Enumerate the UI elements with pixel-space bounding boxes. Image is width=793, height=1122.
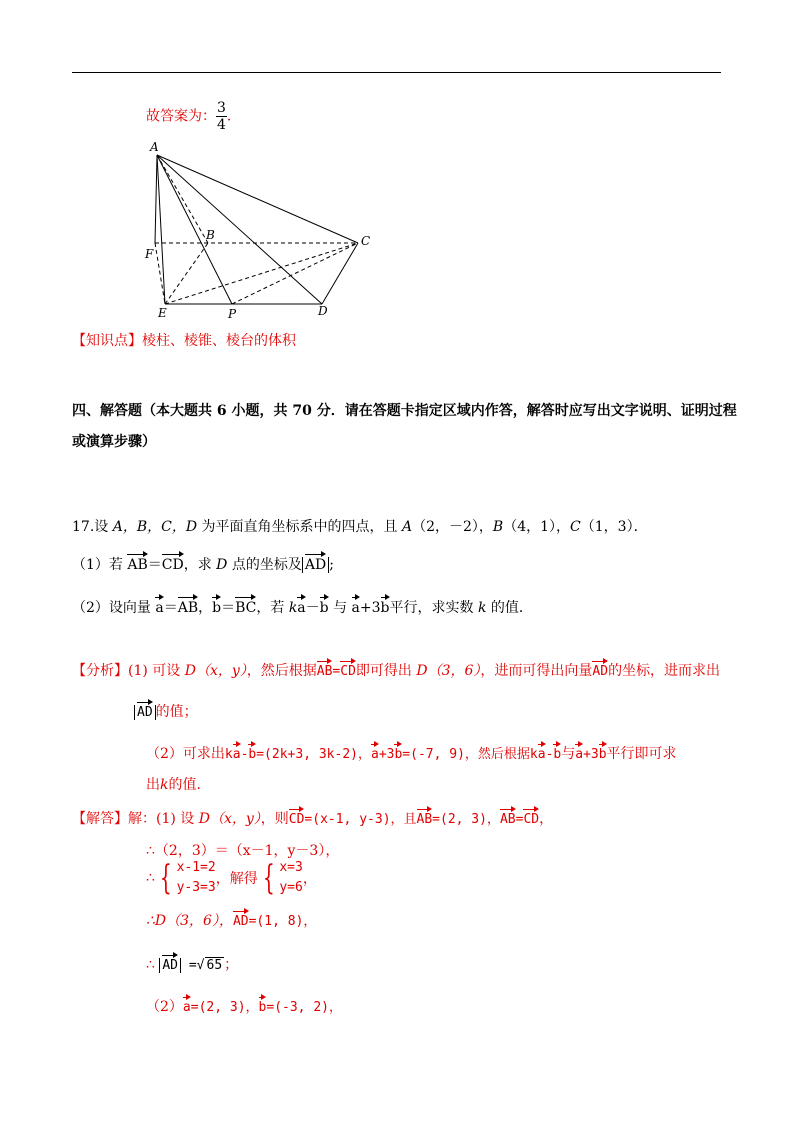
left-brace: { [159,858,172,898]
solution-math: =(x-1, y-3)，且 [304,812,417,827]
equals-sign: ＝ [147,557,162,573]
vector-AD: AD [305,553,326,572]
answer-fraction [216,100,227,133]
vector-a: a [155,596,163,615]
analysis-text: （2）可求出 [146,746,225,762]
vector-b: b [248,743,256,761]
result-x: x=3 [279,860,303,875]
fraction-denominator: 4 [217,117,226,133]
section-header-line1: 四、解答题（本大题共 6 小题，共 70 分．请在答题卡指定区域内作答，解答时应写出文字说明、证明过程 [72,403,737,419]
vector-b: b [394,743,402,761]
dashed-AB [157,155,208,243]
analysis-tag: 【分析】 [72,663,128,679]
solution-text: （2） [146,999,183,1015]
point-C: C [570,519,581,535]
solution-system [146,858,317,898]
vector-a: a [575,743,583,761]
point-D: D [216,557,228,573]
analysis-text: 的值． [168,777,211,793]
edge-AC [157,155,358,243]
vector-AB: AB [127,553,147,572]
point-A: A [401,519,413,535]
analysis-math: =(2k+3, 3k-2)， [256,747,371,762]
vector-AB: AB [417,808,433,826]
equals-sign: = [515,812,524,827]
q2-text: ，若 [256,600,289,616]
solution-math: =(2, 3)， [190,1000,259,1015]
analysis-math: =(-7, 9)，然后根据 [402,747,530,762]
equation-system [177,858,216,898]
result-y: y=6 [279,880,303,895]
problem-part1 [72,553,334,574]
scalar-k: k [224,747,233,762]
vector-AB: AB [317,660,333,678]
analysis-text: 的值； [155,704,198,720]
vector-b: b [553,743,561,761]
vector-CD: CD [340,660,356,678]
vector-AD: AD [592,660,608,678]
vector-AD: AD [137,701,153,719]
equals-sign: = [181,958,197,973]
point-D-value: ∴D（3，6）， [146,913,233,929]
problem-part2 [72,596,533,617]
q1-text: ，求 [183,557,217,573]
analysis-math: +3 [378,747,395,762]
dashed-PC [232,243,358,304]
solution-math: =(2, 3)， [432,812,500,827]
vector-CD: CD [523,808,539,826]
knowledge-text: 棱柱、棱锥、棱台的体积 [142,333,296,349]
analysis-line3: （2）可求出ka-b=(2k+3, 3k-2)，a+3b=(-7, 9)，然后根据ka-b与a+3b平行即可求 [146,743,677,763]
left-brace: { [262,858,275,898]
problem-stem [72,516,648,536]
label-P: P [228,307,237,320]
edge-AP [157,155,232,304]
vector-a: a [371,743,379,761]
q2-text: 平行，求实数 [389,600,478,616]
vector-b: b [320,596,329,615]
analysis-text: 与 [561,746,576,762]
analysis-text: (1) 可设 [128,663,185,679]
comma: ， [302,871,317,887]
vector-a: a [183,996,191,1014]
scalar-k: k [288,600,298,616]
vector-b: b [599,743,607,761]
solution-text: ，解得 [215,871,258,887]
point-C-value: （1，3）． [580,519,648,535]
analysis-line2 [134,701,198,721]
solution-text: 解：(1) 设 [128,811,199,827]
q2-text: 的值． [486,600,533,616]
label-C: C [361,234,371,248]
analysis-line4 [146,774,210,794]
point-D-xy: D（x，y） [184,663,247,679]
vector-AD: AD [233,910,249,928]
equation-1: x-1=2 [176,860,216,875]
result-system [279,858,302,898]
analysis-text: 的坐标，进而求出 [608,663,721,679]
section-header-line2: 或演算步骤） [72,434,156,450]
knowledge-tag: 【知识点】 [72,333,142,349]
edge-AD [157,155,322,304]
vector-AB: AB [178,596,198,615]
vector-a: a [352,596,360,615]
equals-sign: = [332,664,341,679]
abs-AD [134,705,156,720]
scalar-k: k [477,600,487,616]
scalar-k: k [160,777,169,793]
analysis-line1 [72,660,720,680]
edge-AF [155,155,157,243]
fraction-numerator: 3 [217,100,226,116]
point-B-value: （4，1）， [503,519,571,535]
solution-line4 [146,910,316,930]
vector-a: a [297,596,305,615]
analysis-math: +3 [583,747,599,762]
q2-text: 与 [328,600,352,616]
vector-b: b [212,596,221,615]
sqrt-icon: √ [196,958,205,973]
abs-AD [159,958,181,973]
plus-three: +3 [359,600,381,616]
point-D-xy: D（x，y） [198,811,261,827]
comma: ， [198,600,213,616]
solution-line1 [72,808,553,828]
analysis-text: ，然后根据 [246,663,317,679]
analysis-text: 平行即可求 [606,746,677,762]
solution-line2: ∴（2，3）＝（x－1，y－3）， [146,843,340,859]
abs-AD [302,557,329,573]
answer-suffix: . [226,108,232,125]
q1-text: （1）若 [72,557,128,573]
pyramid-figure [140,138,380,320]
vector-AB: AB [500,808,516,826]
stem-text: 17.设 [72,519,113,535]
solution-math: =(-3, 2)， [266,1000,342,1015]
label-B: B [206,228,215,242]
point-A-value: （2，－2）， [412,519,493,535]
header-rule [72,72,721,73]
semicolon: ； [224,957,239,973]
edge-AE [157,155,165,304]
point-D-value: D（3，6） [416,663,481,679]
scalar-k: k [529,747,538,762]
analysis-text: 即可得出 [355,663,417,679]
label-E: E [158,306,167,320]
therefore-symbol: ∴ [146,870,155,886]
solution-line6 [146,996,342,1016]
answer-prefix: 故答案为： [146,108,216,125]
solution-tag: 【解答】 [72,811,128,827]
stem-points: A，B，C，D [112,519,198,535]
vector-AD: AD [162,954,178,972]
answer-line [146,100,231,133]
stem-text: 为平面直角坐标系中的四点，且 [197,519,402,535]
solution-math: =(1, 8)， [248,914,317,929]
equals-sign: ＝ [163,600,178,616]
q2-text: （2）设向量 [72,600,156,616]
label-F: F [145,247,154,261]
radicand: 65 [206,958,223,973]
comma: ， [539,811,554,827]
vector-b: b [259,996,267,1014]
equation-2: y-3=3 [176,880,216,895]
vector-BC: BC [235,596,256,615]
dashed-EC [165,243,358,304]
solution-line5 [146,954,238,974]
q1-text: ; [329,557,334,573]
dashed-EB [165,243,208,304]
vector-a: a [233,743,241,761]
q1-text: 点的坐标及 [227,557,302,573]
label-A: A [150,140,159,154]
solution-text: ，则 [260,811,289,827]
vector-CD: CD [289,808,305,826]
vector-b: b [381,596,390,615]
point-B: B [492,519,504,535]
vector-CD: CD [162,553,184,572]
knowledge-point [72,330,296,350]
vector-a: a [538,743,546,761]
minus-sign: － [305,600,320,616]
analysis-text: ，进而可得出向量 [480,663,593,679]
label-D: D [318,304,328,318]
analysis-text: 出 [146,777,160,793]
equals-sign: ＝ [221,600,236,616]
therefore-symbol: ∴ [146,957,160,973]
